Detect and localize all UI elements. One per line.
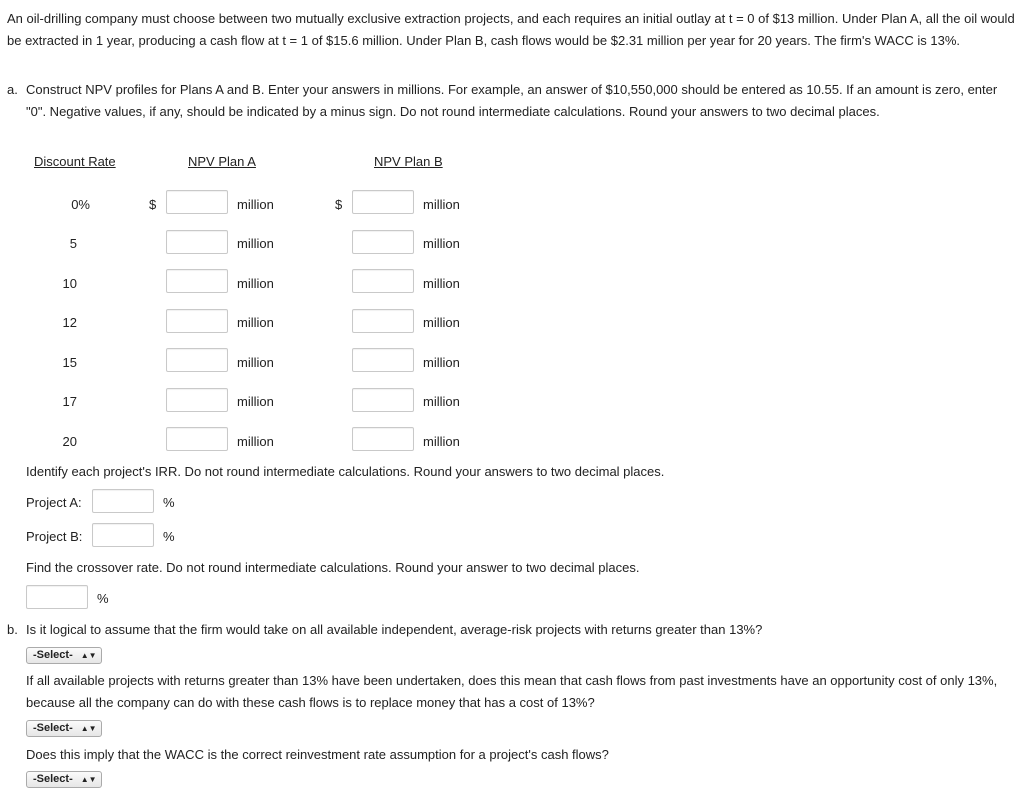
rate-label-20: 20 — [62, 434, 77, 449]
rate-label-17: 17 — [62, 394, 77, 409]
chevron-up-down-icon: ▲▼ — [80, 775, 97, 784]
unit-label: million — [237, 276, 274, 291]
answer-select-2[interactable] — [26, 720, 102, 737]
chevron-up-down-icon: ▲▼ — [80, 651, 97, 660]
unit-label: million — [237, 434, 274, 449]
header-discount-rate: Discount Rate — [34, 154, 116, 169]
npv-plan-b-input-5[interactable] — [352, 230, 414, 254]
unit-label: million — [237, 394, 274, 409]
unit-label: million — [237, 236, 274, 251]
npv-plan-b-input-10[interactable] — [352, 269, 414, 293]
npv-plan-b-input-0[interactable] — [352, 190, 414, 214]
npv-plan-b-input-12[interactable] — [352, 309, 414, 333]
irr-project-a-input[interactable] — [92, 489, 154, 513]
problem-intro: An oil-drilling company must choose between two mutually exclusive extraction projects, and each requires an initial outlay at t = 0 of $13 million. Under Plan A, all the oil would be extracted in 1 year, producing a cash flow at t = 1 of $15.6 million. Under Plan B, cash flows would be $2.31 million per year for 20 years. The firm's WACC is 13%. — [7, 11, 1015, 48]
unit-label: million — [423, 236, 460, 251]
npv-plan-a-input-15[interactable] — [166, 348, 228, 372]
unit-label: million — [423, 355, 460, 370]
unit-label: million — [423, 315, 460, 330]
npv-plan-b-input-15[interactable] — [352, 348, 414, 372]
part-b-marker: b. — [7, 622, 18, 637]
header-npv-plan-b: NPV Plan B — [374, 154, 443, 169]
npv-plan-b-input-20[interactable] — [352, 427, 414, 451]
project-a-label: Project A: — [26, 495, 82, 510]
part-b-question-3: Does this imply that the WACC is the correct reinvestment rate assumption for a project's cash flows? — [26, 747, 609, 762]
dollar-sign-plan-a: $ — [149, 197, 157, 212]
npv-plan-a-input-12[interactable] — [166, 309, 228, 333]
rate-label-5: 5 — [69, 236, 77, 251]
rate-label-0: 0% — [71, 197, 90, 212]
select-label: -Select- — [33, 649, 73, 661]
select-label: -Select- — [33, 722, 73, 734]
rate-label-12: 12 — [62, 315, 77, 330]
unit-label: million — [237, 355, 274, 370]
unit-label: million — [423, 434, 460, 449]
part-b-question-1: Is it logical to assume that the firm would take on all available independent, average-risk projects with returns greater than 13%? — [26, 622, 763, 637]
npv-plan-a-input-17[interactable] — [166, 388, 228, 412]
irr-project-b-input[interactable] — [92, 523, 154, 547]
npv-plan-a-input-20[interactable] — [166, 427, 228, 451]
chevron-up-down-icon: ▲▼ — [80, 724, 97, 733]
crossover-instructions: Find the crossover rate. Do not round intermediate calculations. Round your answer to two decimal places. — [26, 560, 640, 575]
npv-plan-a-input-10[interactable] — [166, 269, 228, 293]
unit-label: million — [423, 197, 460, 212]
header-npv-plan-a: NPV Plan A — [188, 154, 256, 169]
select-label: -Select- — [33, 773, 73, 785]
crossover-rate-input[interactable] — [26, 585, 88, 609]
rate-label-15: 15 — [62, 355, 77, 370]
rate-label-10: 10 — [62, 276, 77, 291]
npv-plan-b-input-17[interactable] — [352, 388, 414, 412]
answer-select-1[interactable] — [26, 647, 102, 664]
dollar-sign-plan-b: $ — [335, 197, 343, 212]
unit-label: million — [423, 276, 460, 291]
npv-plan-a-input-5[interactable] — [166, 230, 228, 254]
percent-label: % — [163, 495, 175, 510]
part-a-marker: a. — [7, 82, 18, 97]
part-a-instructions: Construct NPV profiles for Plans A and B. Enter your answers in millions. For example, an answer of $10,550,000 should be entered as 10.55. If an amount is zero, enter "0". Negative values, if any, should be indicated by a minus sign. Do not round intermediate calculations. Round your answers to two decimal places. — [26, 82, 998, 119]
npv-plan-a-input-0[interactable] — [166, 190, 228, 214]
percent-label: % — [97, 591, 109, 606]
unit-label: million — [423, 394, 460, 409]
answer-select-3[interactable] — [26, 771, 102, 788]
project-b-label: Project B: — [26, 529, 83, 544]
percent-label: % — [163, 529, 175, 544]
part-b-question-2: If all available projects with returns greater than 13% have been undertaken, does this mean that cash flows from past investments have an opportunity cost of only 13%, because all the company can do with these cash flows is to replace money that has a cost of 13%? — [26, 673, 998, 710]
irr-instructions: Identify each project's IRR. Do not round intermediate calculations. Round your answers to two decimal places. — [26, 464, 665, 479]
unit-label: million — [237, 315, 274, 330]
unit-label: million — [237, 197, 274, 212]
